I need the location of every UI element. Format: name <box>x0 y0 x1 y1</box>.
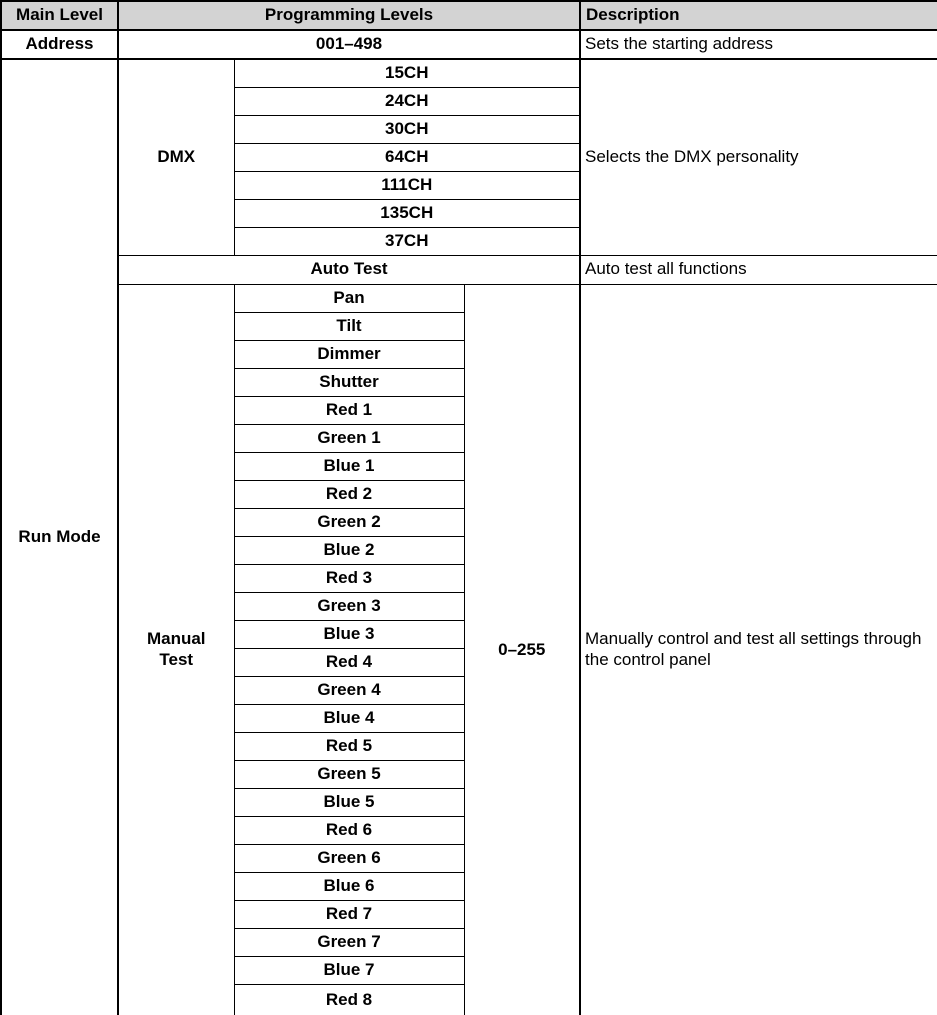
dmx-description-cell: Selects the DMX personality <box>580 59 937 255</box>
manual-channel-cell: Green 6 <box>234 844 464 872</box>
manual-channel-cell: Red 5 <box>234 732 464 760</box>
auto-test-row <box>1 255 937 284</box>
dmx-option-cell: 15CH <box>234 59 580 87</box>
address-description-cell: Sets the starting address <box>580 30 937 59</box>
dmx-option-cell: 37CH <box>234 227 580 255</box>
dmx-option-cell: 111CH <box>234 171 580 199</box>
manual-channel-cell: Shutter <box>234 368 464 396</box>
run-mode-cell: Run Mode <box>1 59 118 1015</box>
dmx-option-cell: 64CH <box>234 143 580 171</box>
manual-channel-cell: Green 4 <box>234 676 464 704</box>
manual-channel-cell: Green 7 <box>234 928 464 956</box>
address-value-cell: 001–498 <box>118 30 580 59</box>
auto-test-label-cell: Auto Test <box>118 255 580 284</box>
manual-channel-cell: Red 4 <box>234 648 464 676</box>
table-body <box>1 1 937 1015</box>
manual-channel-row <box>1 284 937 312</box>
dmx-option-row <box>1 59 937 87</box>
manual-description-cell: Manually control and test all settings through the control panel <box>580 284 937 1015</box>
manual-channel-cell: Red 8 <box>234 984 464 1015</box>
manual-test-label-cell: Manual Test <box>118 284 234 1015</box>
main-level-header: Main Level <box>1 1 118 30</box>
manual-channel-cell: Blue 7 <box>234 956 464 984</box>
manual-channel-cell: Green 3 <box>234 592 464 620</box>
manual-channel-cell: Pan <box>234 284 464 312</box>
manual-channel-cell: Green 1 <box>234 424 464 452</box>
manual-channel-cell: Blue 2 <box>234 536 464 564</box>
header-row <box>1 1 937 30</box>
manual-channel-cell: Red 2 <box>234 480 464 508</box>
dmx-option-cell: 24CH <box>234 87 580 115</box>
address-row <box>1 30 937 59</box>
description-header: Description <box>580 1 937 30</box>
manual-channel-cell: Blue 6 <box>234 872 464 900</box>
manual-channel-cell: Blue 4 <box>234 704 464 732</box>
manual-channel-cell: Blue 3 <box>234 620 464 648</box>
dmx-option-cell: 30CH <box>234 115 580 143</box>
dmx-label-cell: DMX <box>118 59 234 255</box>
address-label-cell: Address <box>1 30 118 59</box>
auto-test-description-cell: Auto test all functions <box>580 255 937 284</box>
manual-channel-cell: Red 6 <box>234 816 464 844</box>
range-cell: 0–255 <box>464 284 580 1015</box>
programming-levels-header: Programming Levels <box>118 1 580 30</box>
manual-channel-cell: Red 3 <box>234 564 464 592</box>
manual-channel-cell: Blue 1 <box>234 452 464 480</box>
manual-channel-cell: Red 7 <box>234 900 464 928</box>
manual-channel-cell: Dimmer <box>234 340 464 368</box>
dmx-option-cell: 135CH <box>234 199 580 227</box>
manual-channel-cell: Blue 5 <box>234 788 464 816</box>
manual-channel-cell: Tilt <box>234 312 464 340</box>
manual-channel-cell: Green 2 <box>234 508 464 536</box>
manual-channel-cell: Green 5 <box>234 760 464 788</box>
manual-channel-cell: Red 1 <box>234 396 464 424</box>
